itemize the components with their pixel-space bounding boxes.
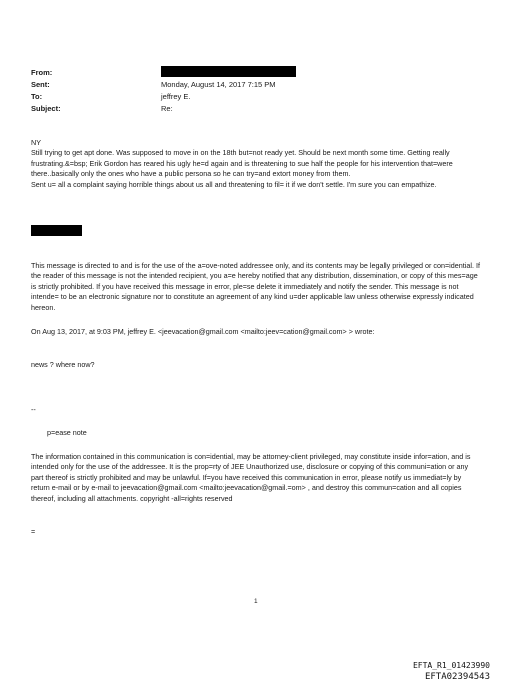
redaction-signature [31, 225, 82, 236]
quoted-message: news ? where now? [31, 360, 95, 369]
bates-number-2: EFTA02394543 [424, 672, 490, 682]
signature-note: p=ease note [47, 428, 87, 437]
signature-separator: -- [31, 405, 36, 414]
subject-label: Subject: [31, 104, 61, 113]
subject-value: Re: [161, 104, 173, 113]
sent-value: Monday, August 14, 2017 7:15 PM [161, 80, 276, 89]
from-label: From: [31, 68, 53, 77]
disclaimer-2: The information contained in this communication is con=idential, may be attorney-client privileged, may constitute inside infor=ation, and is intended only for the use of the addressee. It is the prop=rty of JEE Unauthorized use, disclosure or copying of this communi=ation or any part thereof is strictly prohibited and may be unlawful. If=you have received this communication in error, please notify us immediat=ly by return e-mail or by e-mail to jeevacation@gmail.com <mailto:jeevacation@gmail.=om> , and destroy this commun=cation and all copies thereof, including all attachments. copyright -all=rights reserved [31, 452, 471, 503]
greeting: NY [31, 138, 41, 147]
bates-number-1: EFTA_R1_01423990 [412, 661, 490, 670]
page-number: 1 [254, 598, 258, 605]
to-label: To: [31, 92, 43, 101]
paragraph-2: Sent u= all a complaint saying horrible things about us all and threatening to fil= it if we don't settle. I'm sure you can empathize. [31, 179, 437, 189]
disclaimer-1: This message is directed to and is for the use of the a=ove-noted addressee only, and its contents may be legally privileged or con=idential. If the reader of this message is not the intended recipient, you a=e hereby notified that any distribution, dissemination, or copy of this mes=age is strictly prohibited. If you have received this message in error, ple=se delete it immediately and notify the sender. This message is not intende= to be an electronic signature nor to constitute an agreement of any kind u=der applicable law unless otherwise expressly indicated hereon. [31, 261, 480, 312]
end-mark: = [31, 527, 36, 536]
paragraph-1: Still trying to get apt done. Was supposed to move in on the 18th but=not ready yet. Should be next month some time. Getting really frustrating.&=bsp; Erik Gordon has reared his ugly he=d again and is threatening to sue half the people for his intervention that=were there..basically only the ones who have a public persona so he can try=and extort money from them. [31, 148, 453, 179]
message-body [31, 138, 481, 190]
sent-label: Sent: [31, 80, 50, 89]
redaction-from [161, 66, 296, 77]
quote-header: On Aug 13, 2017, at 9:03 PM, jeffrey E. <jeevacation@gmail.com <mailto:jeev=cation@gmail.com> > wrote: [31, 327, 375, 336]
to-value: jeffrey E. [161, 92, 191, 101]
